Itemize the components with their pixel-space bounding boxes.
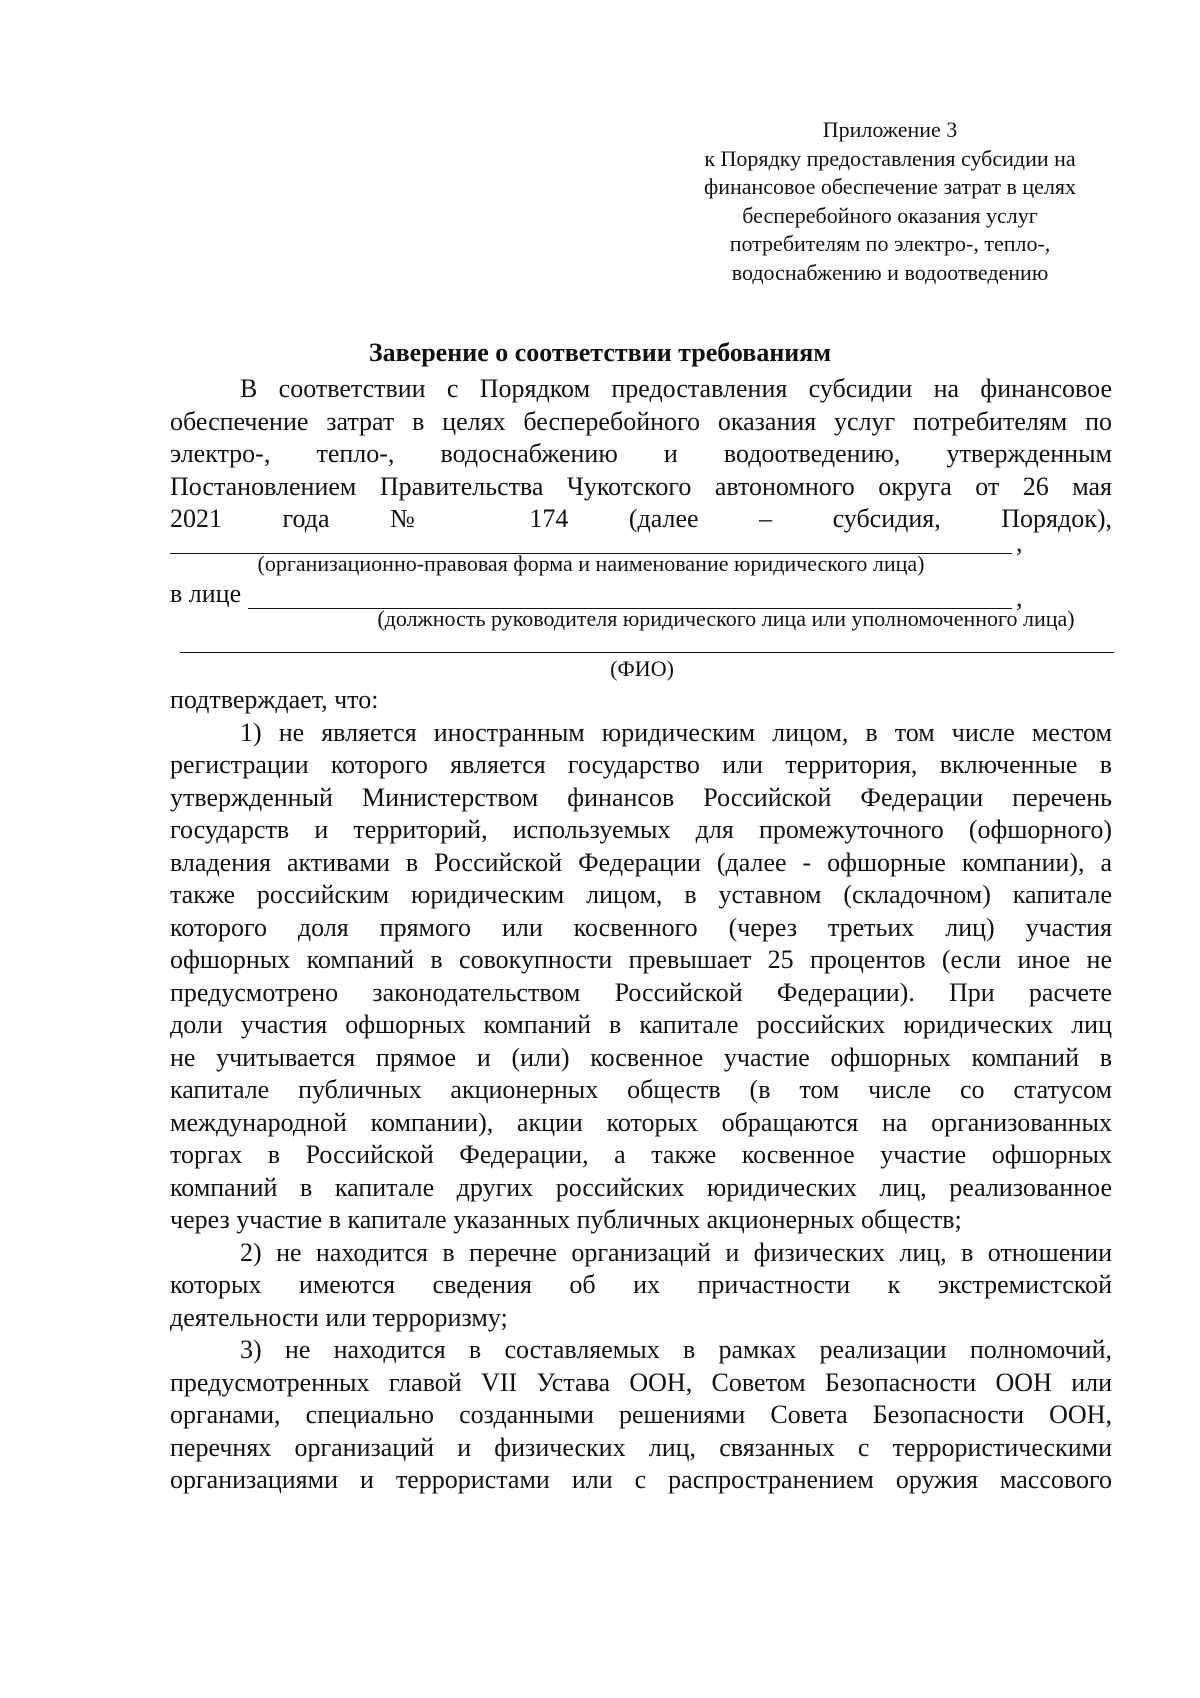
intro-line: В соответствии с Порядком предоставления субсидии на финансовое: [240, 374, 1112, 403]
item3-line: 3) не находится в составляемых в рамках реализации полномочий,: [240, 1335, 1112, 1364]
item1-line: не учитывается прямое и (или) косвенное участие офшорных компаний в: [170, 1042, 1112, 1072]
item1-line: также российским юридическим лицом, в уставном (складочном) капитале: [170, 880, 1112, 909]
appendix-line: к Порядку предоставления субсидии на: [704, 145, 1076, 171]
confirms-label: подтверждает, что:: [170, 685, 379, 714]
fio-field[interactable]: [170, 624, 1112, 656]
confirmation-text: [170, 684, 1112, 1497]
position-caption: (должность руководителя юридического лица или уполномоченного лица): [377, 606, 1075, 631]
representative-line[interactable]: [248, 578, 1012, 609]
representative-comma: ,: [1016, 583, 1023, 612]
item1-line: международной компании), акции которых обращаются на организованных: [170, 1107, 1112, 1137]
item1-line: торгах в Российской Федерации, а также косвенное участие офшорных: [170, 1140, 1112, 1169]
document-title: Заверение о соответствии требованиям: [368, 338, 832, 367]
item3-line: органами, специально созданными решениями Совета Безопасности ООН,: [170, 1400, 1112, 1429]
appendix-line: потребителям по электро-, тепло-,: [729, 231, 1051, 256]
fio-caption: (ФИО): [610, 656, 674, 681]
item3-line: организациями и террористами или с распространением оружия массового: [170, 1465, 1112, 1494]
item3-line: перечнях организаций и физических лиц, связанных с террористическими: [170, 1432, 1112, 1462]
intro-line: Постановлением Правительства Чукотского автономного округа от 26 мая: [170, 471, 1112, 501]
item1-line: регистрации которого является государство или территория, включенные в: [170, 750, 1112, 779]
intro-line: обеспечение затрат в целях бесперебойного оказания услуг потребителям по: [170, 406, 1112, 436]
item2-line: 2) не находится в перечне организаций и физических лиц, в отношении: [240, 1237, 1112, 1267]
item3-line: предусмотренных главой VII Устава ООН, Советом Безопасности ООН или: [170, 1367, 1112, 1397]
item1-line: через участие в капитале указанных публичных акционерных обществ;: [170, 1205, 962, 1234]
item1-line: компаний в капитале других российских юридических лиц, реализованное: [170, 1172, 1112, 1202]
item1-line: предусмотрено законодательством Российской Федерации). При расчете: [170, 977, 1112, 1007]
item1-line: капитале публичных акционерных обществ (в том числе со статусом: [170, 1075, 1112, 1104]
item1-line: офшорных компаний в совокупности превышает 25 процентов (если иное не: [170, 945, 1112, 974]
item1-line: владения активами в Российской Федерации (далее - офшорные компании), а: [170, 847, 1112, 877]
organization-comma: ,: [1016, 528, 1023, 557]
organization-caption: (организационно-правовая форма и наименование юридического лица): [257, 551, 925, 576]
item2-line: которых имеются сведения об их причастности к экстремистской: [170, 1270, 1112, 1299]
item1-line: утвержденный Министерством финансов Российской Федерации перечень: [170, 782, 1112, 812]
appendix-line: финансовое обеспечение затрат в целях: [703, 174, 1077, 199]
item1-line: доли участия офшорных компаний в капитале российских юридических лиц: [170, 1010, 1112, 1039]
item1-line: 1) не является иностранным юридическим лицом, в том числе местом: [240, 717, 1112, 747]
item2-line: деятельности или терроризму;: [170, 1302, 508, 1332]
appendix-line: Приложение 3: [822, 117, 958, 142]
intro-line: электро-, тепло-, водоснабжению и водоотведению, утвержденным: [170, 439, 1112, 468]
fio-line[interactable]: [180, 624, 1114, 653]
organization-name-line[interactable]: [170, 523, 1012, 554]
intro-line: 2021 года № 174 (далее – субсидия, Порядок),: [170, 504, 1112, 533]
intro-paragraph: [170, 373, 1112, 536]
appendix-line: бесперебойного оказания услуг: [742, 202, 1038, 228]
in-person-label: в лице: [170, 579, 242, 608]
appendix-header: [690, 116, 1090, 287]
item1-line: которого доля прямого или косвенного (через третьих лиц) участия: [170, 912, 1112, 942]
appendix-line: водоснабжению и водоотведению: [731, 259, 1049, 285]
item1-line: государств и территорий, используемых для промежуточного (офшорного): [170, 815, 1112, 844]
